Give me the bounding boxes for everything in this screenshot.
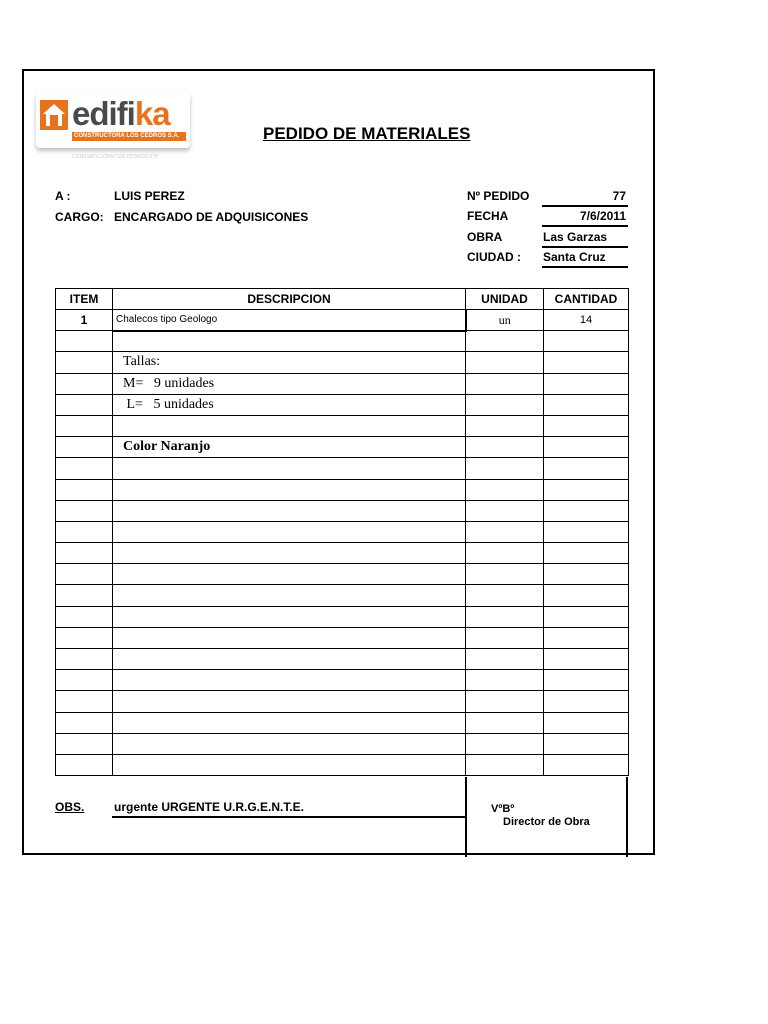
- item-cell[interactable]: [56, 373, 113, 394]
- unit-cell[interactable]: [466, 415, 544, 436]
- item-cell[interactable]: [56, 437, 113, 458]
- table-row: [56, 310, 629, 331]
- quantity-cell[interactable]: [544, 373, 629, 394]
- item-cell[interactable]: [56, 543, 113, 564]
- item-cell[interactable]: [56, 606, 113, 627]
- unit-cell[interactable]: [466, 500, 544, 521]
- page-title: PEDIDO DE MATERIALES: [263, 124, 471, 143]
- unit-cell[interactable]: un: [466, 310, 544, 331]
- item-cell[interactable]: [56, 754, 113, 775]
- quantity-cell[interactable]: [544, 543, 629, 564]
- item-cell[interactable]: [56, 712, 113, 733]
- unit-cell[interactable]: [466, 352, 544, 373]
- logo-reflection: CONSTRUCTORA LOS CEDROS S.A.: [72, 152, 159, 158]
- description-cell[interactable]: [113, 543, 466, 564]
- description-cell[interactable]: [113, 754, 466, 775]
- description-cell[interactable]: Color Naranjo: [113, 437, 466, 458]
- unit-cell[interactable]: [466, 754, 544, 775]
- description-cell[interactable]: [113, 670, 466, 691]
- item-cell[interactable]: [56, 691, 113, 712]
- table-row: [56, 500, 629, 521]
- observations-label: OBS.: [55, 800, 85, 814]
- quantity-cell[interactable]: [544, 606, 629, 627]
- quantity-cell[interactable]: [544, 564, 629, 585]
- cargo-label: CARGO:: [55, 210, 104, 224]
- director-label: Director de Obra: [503, 816, 590, 828]
- quantity-cell[interactable]: [544, 415, 629, 436]
- approval-label: VºBº: [491, 803, 515, 815]
- description-cell[interactable]: [113, 564, 466, 585]
- item-cell[interactable]: [56, 585, 113, 606]
- description-cell[interactable]: [113, 712, 466, 733]
- table-row: [56, 606, 629, 627]
- item-cell[interactable]: [56, 733, 113, 754]
- unit-cell[interactable]: [466, 373, 544, 394]
- table-row: [56, 437, 629, 458]
- unit-cell[interactable]: [466, 331, 544, 352]
- table-row: [56, 712, 629, 733]
- order-number-value: 77: [612, 189, 626, 203]
- date-value: 7/6/2011: [579, 209, 626, 223]
- item-cell[interactable]: [56, 415, 113, 436]
- table-row: [56, 373, 629, 394]
- site-underline: [542, 246, 628, 248]
- item-cell[interactable]: [56, 564, 113, 585]
- item-cell[interactable]: [56, 649, 113, 670]
- unit-cell[interactable]: [466, 691, 544, 712]
- logo-wordmark: [72, 96, 170, 132]
- description-cell[interactable]: [113, 627, 466, 648]
- description-cell[interactable]: [113, 331, 466, 352]
- item-cell[interactable]: [56, 521, 113, 542]
- table-row: [56, 754, 629, 775]
- unit-cell[interactable]: [466, 649, 544, 670]
- description-cell[interactable]: [113, 606, 466, 627]
- unit-cell[interactable]: [466, 479, 544, 500]
- table-row: [56, 585, 629, 606]
- materials-table: [55, 288, 629, 776]
- city-underline: [542, 266, 628, 268]
- item-cell[interactable]: [56, 627, 113, 648]
- logo-tagline: CONSTRUCTORA LOS CEDROS S.A.: [74, 133, 180, 139]
- quantity-cell[interactable]: [544, 331, 629, 352]
- quantity-cell[interactable]: [544, 712, 629, 733]
- unit-cell[interactable]: [466, 627, 544, 648]
- table-row: [56, 458, 629, 479]
- item-cell[interactable]: [56, 479, 113, 500]
- unit-cell[interactable]: [466, 733, 544, 754]
- item-cell[interactable]: [56, 331, 113, 352]
- table-row: [56, 691, 629, 712]
- city-value: Santa Cruz: [543, 250, 606, 264]
- quantity-cell[interactable]: [544, 691, 629, 712]
- to-value: LUIS PEREZ: [114, 189, 185, 203]
- city-label: CIUDAD :: [467, 250, 521, 264]
- description-cell[interactable]: Tallas:: [113, 352, 466, 373]
- table-row: [56, 352, 629, 373]
- date-underline: [542, 225, 628, 227]
- site-value: Las Garzas: [543, 230, 608, 244]
- item-cell[interactable]: 1: [56, 310, 113, 331]
- item-cell[interactable]: [56, 670, 113, 691]
- order-number-label: Nº PEDIDO: [467, 189, 530, 203]
- table-row: [56, 331, 629, 352]
- cargo-value: ENCARGADO DE ADQUISICONES: [114, 210, 309, 224]
- order-number-underline: [542, 205, 628, 207]
- unit-cell[interactable]: [466, 458, 544, 479]
- column-header-quantity: CANTIDAD: [544, 289, 629, 310]
- description-cell[interactable]: [113, 479, 466, 500]
- unit-cell[interactable]: [466, 564, 544, 585]
- description-cell[interactable]: M= 9 unidades: [113, 373, 466, 394]
- quantity-cell[interactable]: [544, 479, 629, 500]
- unit-cell[interactable]: [466, 670, 544, 691]
- table-row: [56, 649, 629, 670]
- unit-cell[interactable]: [466, 606, 544, 627]
- item-cell[interactable]: [56, 500, 113, 521]
- observations-value[interactable]: urgente URGENTE U.R.G.E.N.T.E.: [114, 800, 305, 814]
- table-header-row: [56, 289, 629, 310]
- description-cell[interactable]: [113, 691, 466, 712]
- table-row: [56, 564, 629, 585]
- unit-cell[interactable]: [466, 437, 544, 458]
- description-cell[interactable]: [113, 585, 466, 606]
- date-label: FECHA: [467, 209, 509, 223]
- quantity-cell[interactable]: [544, 627, 629, 648]
- description-cell[interactable]: [113, 500, 466, 521]
- quantity-cell[interactable]: [544, 754, 629, 775]
- table-row: [56, 670, 629, 691]
- unit-cell[interactable]: [466, 543, 544, 564]
- table-row: [56, 394, 629, 415]
- house-logo-icon: [40, 100, 68, 130]
- description-cell[interactable]: [113, 733, 466, 754]
- quantity-cell[interactable]: [544, 585, 629, 606]
- company-logo: [36, 92, 190, 164]
- unit-cell[interactable]: [466, 521, 544, 542]
- quantity-cell[interactable]: [544, 521, 629, 542]
- quantity-cell[interactable]: [544, 437, 629, 458]
- unit-cell[interactable]: [466, 585, 544, 606]
- quantity-cell[interactable]: [544, 500, 629, 521]
- observations-underline: [112, 816, 465, 818]
- description-cell[interactable]: [113, 649, 466, 670]
- quantity-cell[interactable]: [544, 458, 629, 479]
- quantity-cell[interactable]: [544, 649, 629, 670]
- table-row: [56, 733, 629, 754]
- description-cell[interactable]: Chalecos tipo Geologo: [113, 310, 466, 331]
- logo-word-part-a: edifi: [72, 95, 135, 132]
- description-cell[interactable]: L= 5 unidades: [113, 394, 466, 415]
- description-cell[interactable]: [113, 458, 466, 479]
- column-header-unit: UNIDAD: [466, 289, 544, 310]
- quantity-cell[interactable]: [544, 394, 629, 415]
- item-cell[interactable]: [56, 352, 113, 373]
- column-header-item: ITEM: [56, 289, 113, 310]
- quantity-cell[interactable]: [544, 352, 629, 373]
- quantity-cell[interactable]: 14: [544, 310, 629, 331]
- table-row: [56, 627, 629, 648]
- description-cell[interactable]: [113, 415, 466, 436]
- table-row: [56, 415, 629, 436]
- to-label: A :: [55, 189, 71, 203]
- unit-cell[interactable]: [466, 712, 544, 733]
- column-header-description: DESCRIPCION: [113, 289, 466, 310]
- item-cell[interactable]: [56, 458, 113, 479]
- table-row: [56, 479, 629, 500]
- quantity-cell[interactable]: [544, 733, 629, 754]
- item-cell[interactable]: [56, 394, 113, 415]
- table-row: [56, 521, 629, 542]
- description-cell[interactable]: [113, 521, 466, 542]
- unit-cell[interactable]: [466, 394, 544, 415]
- table-row: [56, 543, 629, 564]
- logo-word-part-b: ka: [134, 95, 170, 132]
- quantity-cell[interactable]: [544, 670, 629, 691]
- site-label: OBRA: [467, 230, 503, 244]
